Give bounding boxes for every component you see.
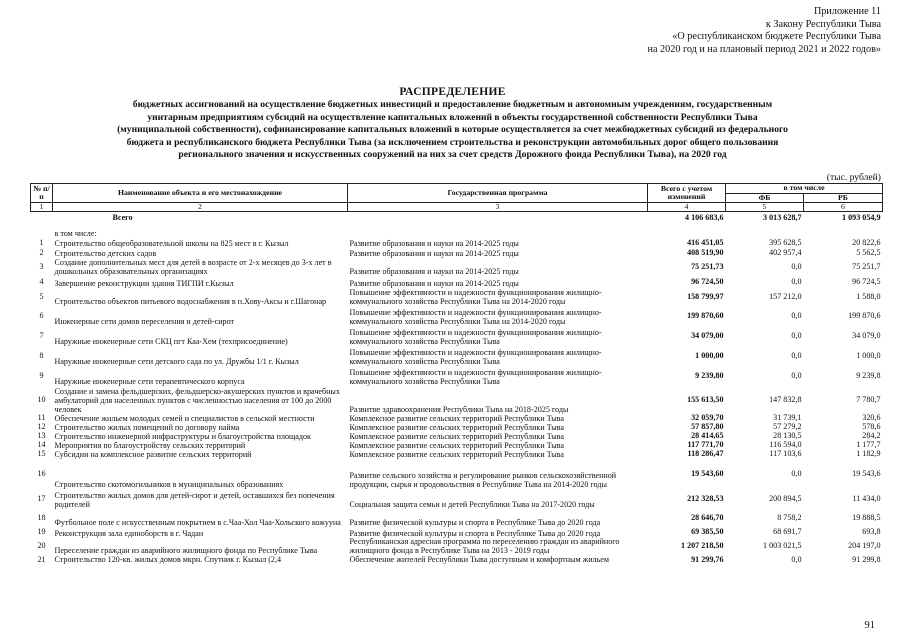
object-name: Строительство 120-кв. жилых домов мкрн. Спутник г. Кызыл (2,4 xyxy=(54,554,282,564)
row-number: 15 xyxy=(37,449,46,459)
table-row xyxy=(31,509,883,527)
table-row xyxy=(31,414,883,423)
including-row xyxy=(31,224,883,238)
column-number: 3 xyxy=(348,203,648,212)
fb-amount: 0,0 xyxy=(791,261,802,271)
total-amount: 117 771,70 xyxy=(687,440,724,450)
row-number: 9 xyxy=(39,370,44,380)
object-name: Создание и замена фельдшерских, фельдшерско-акушерских пунктов и врачебных амбулаторий для населенных пунктов с численностью населения от 100 до 2000 человек xyxy=(54,387,340,414)
row-number: 17 xyxy=(37,493,46,503)
program-name: Комплексное развитие сельских территорий Республики Тыва xyxy=(349,440,564,450)
rb-amount: 7 780,7 xyxy=(856,394,881,404)
total-fb-value: 3 013 628,7 xyxy=(763,212,802,222)
row-number: 3 xyxy=(39,261,44,271)
program-name: Повышение эффективности и надежности функционирования жилищно-коммунального хозяйства Республики Тыва xyxy=(349,348,602,366)
header-rb: РБ xyxy=(804,193,883,203)
table-row xyxy=(31,441,883,450)
header-program: Государственная программа xyxy=(348,184,648,203)
program-name: Комплексное развитие сельских территорий Республики Тыва xyxy=(349,413,564,423)
object-name: Инженерные сети домов переселения и детей-сирот xyxy=(54,316,235,326)
table-row xyxy=(31,306,883,326)
rb-amount: 19 888,5 xyxy=(852,512,881,522)
object-name: Строительство детских садов xyxy=(54,248,157,258)
program-name: Повышение эффективности и надежности функционирования жилищно-коммунального хозяйства Республики Тыва на 2014-2020 годы xyxy=(349,288,602,306)
object-name: Субсидии на комплексное развитие сельских территорий xyxy=(54,449,252,459)
appendix-line-4: на 2020 год и на плановый период 2021 и 2022 годов» xyxy=(647,43,881,55)
object-name: Строительство объектов питьевого водоснабжения в п.Хову-Аксы и г.Шагонар xyxy=(54,296,327,306)
row-number: 11 xyxy=(37,413,46,423)
table-row xyxy=(31,346,883,366)
total-amount: 416 451,05 xyxy=(687,237,724,247)
total-amount: 9 239,80 xyxy=(695,370,724,380)
rb-amount: 5 562,5 xyxy=(856,247,881,257)
rb-amount: 1 000,0 xyxy=(856,350,881,360)
table-row xyxy=(31,288,883,306)
row-number: 2 xyxy=(39,247,44,257)
program-name: Развитие сельского хозяйства и регулирование рынков сельскохозяйственной продукции, сырья и продовольствия в Республике Тыва на 2014-2020 годы xyxy=(349,471,617,489)
rb-amount: 578,6 xyxy=(862,422,881,432)
table-row xyxy=(31,555,883,564)
total-amount: 34 079,00 xyxy=(691,330,724,340)
table-row xyxy=(31,248,883,258)
fb-amount: 8 758,2 xyxy=(777,512,802,522)
object-name: Мероприятия по благоустройству сельских территорий xyxy=(54,440,246,450)
fb-amount: 0,0 xyxy=(791,310,802,320)
total-amount: 118 286,47 xyxy=(687,449,724,459)
object-name: Завершение реконструкции здания ТИГПИ г.Кызыл xyxy=(54,278,234,288)
program-name: Повышение эффективности и надежности функционирования жилищно-коммунального хозяйства Республики Тыва xyxy=(349,328,602,346)
fb-amount: 402 957,4 xyxy=(769,247,802,257)
rb-amount: 204 197,0 xyxy=(848,541,881,551)
object-name: Наружные инженерные сети СКЦ пгт Каа-Хем (техприсоединение) xyxy=(54,336,288,346)
table-row xyxy=(31,326,883,346)
object-name: Строительство жилых помещений по договору найма xyxy=(54,422,240,432)
program-name: Развитие образования и науки на 2014-2025 годы xyxy=(349,238,519,248)
table-row xyxy=(31,258,883,276)
program-name: Повышение эффективности и надежности функционирования жилищно-коммунального хозяйства Республики Тыва xyxy=(349,368,602,386)
row-number: 13 xyxy=(37,431,46,441)
object-name: Строительство общеобразовательной школы на 825 мест в г. Кызыл xyxy=(54,238,289,248)
row-number: 10 xyxy=(37,394,46,404)
row-number: 20 xyxy=(37,541,46,551)
table-row xyxy=(31,238,883,248)
fb-amount: 200 894,5 xyxy=(769,493,802,503)
total-rb-value: 1 093 054,9 xyxy=(842,212,881,222)
object-name: Реконструкция зала единоборств в г. Чадан xyxy=(54,528,204,538)
program-name: Развитие здравоохранения Республики Тыва на 2018-2025 годы xyxy=(349,404,569,414)
column-number: 1 xyxy=(31,203,53,212)
row-number: 8 xyxy=(39,350,44,360)
object-name: Строительство скотомогильников в муниципальных образованиях xyxy=(54,479,284,489)
page-number: 91 xyxy=(864,620,875,631)
header-including: в том числе xyxy=(726,184,883,194)
row-number: 1 xyxy=(39,237,44,247)
rb-amount: 284,2 xyxy=(862,431,881,441)
appendix-line-1: Приложение 11 xyxy=(813,6,881,17)
object-name: Переселение граждан из аварийного жилищного фонда по Республике Тыва xyxy=(54,545,318,555)
table-body xyxy=(31,212,883,565)
fb-amount: 0,0 xyxy=(791,330,802,340)
row-number: 12 xyxy=(37,422,46,432)
including-label: в том числе: xyxy=(54,228,97,238)
table-row xyxy=(31,489,883,509)
table-row xyxy=(31,276,883,288)
fb-amount: 57 279,2 xyxy=(773,422,802,432)
object-name: Строительство инженерной инфраструктуры и благоустройства площадок xyxy=(54,431,311,441)
rb-amount: 91 299,8 xyxy=(852,554,881,564)
total-amount: 91 299,76 xyxy=(691,554,724,564)
document-subtitle: бюджетных ассигнований на осуществление бюджетных инвестиций и предоставление бюджетным и автономным учреждениям, государственным унитарным предприятиям субсидий на осуществление капитальных вложений в объекты государственной собственности Республики Тыва (муниципальной собственности), софинансирование капитальных вложений в которые осуществляется за счет межбюджетных субсидий из федерального бюджета и республиканского бюджета Республики Тыва (за исключением строительства и реконструкции автомобильных дорог общего пользования регионального значения и искусственных сооружений на них за счет средств Дорожного фонда Республики Тыва), на 2020 год xyxy=(117,99,788,161)
object-name: Футбольное поле с искусственным покрытием в с.Чаа-Хол Чаа-Хольского кожууна xyxy=(54,517,341,527)
table-row xyxy=(31,366,883,386)
fb-amount: 1 003 021,5 xyxy=(763,541,802,551)
row-number: 6 xyxy=(39,310,44,320)
rb-amount: 693,8 xyxy=(862,527,881,537)
total-amount: 1 207 218,50 xyxy=(681,541,724,551)
rb-amount: 199 870,6 xyxy=(848,310,881,320)
appendix-header xyxy=(648,6,881,56)
header-total: Всего с учетом изменений xyxy=(648,184,726,203)
total-amount: 28 646,70 xyxy=(691,512,724,522)
fb-amount: 395 628,5 xyxy=(769,237,802,247)
rb-amount: 9 239,8 xyxy=(856,370,881,380)
table-row xyxy=(31,450,883,459)
column-number: 5 xyxy=(726,203,804,212)
program-name: Развитие образования и науки на 2014-2025 годы xyxy=(349,266,519,276)
total-amount: 32 059,70 xyxy=(691,413,724,423)
units-label: (тыс. рублей) xyxy=(826,172,881,183)
header-num: № п/п xyxy=(31,184,53,203)
appendix-line-2: к Закону Республики Тыва xyxy=(765,18,881,30)
fb-amount: 68 691,7 xyxy=(773,527,802,537)
total-label: Всего xyxy=(112,212,133,222)
program-name: Развитие образования и науки на 2014-2025 годы xyxy=(349,278,519,288)
total-amount: 96 724,50 xyxy=(691,276,724,286)
program-name: Социальная защита семьи и детей Республики Тыва на 2017-2020 годы xyxy=(349,499,595,509)
object-name: Наружные инженерные сети детского сада по ул. Дружбы 1/1 г. Кызыл xyxy=(54,356,299,366)
header-name: Наименование объекта и его местонахождение xyxy=(53,184,348,203)
rb-amount: 1 588,0 xyxy=(856,291,881,301)
total-amount: 28 414,65 xyxy=(691,431,724,441)
row-number: 16 xyxy=(37,468,46,478)
total-amount: 1 000,00 xyxy=(695,350,724,360)
total-amount: 75 251,73 xyxy=(691,261,724,271)
total-amount: 19 543,60 xyxy=(691,468,724,478)
total-amount: 155 613,50 xyxy=(687,394,724,404)
total-amount: 408 519,90 xyxy=(687,247,724,257)
row-number: 14 xyxy=(37,440,46,450)
object-name: Создание дополнительных мест для детей в возрасте от 2-х месяцев до 3-х лет в дошкольных образовательных организациях xyxy=(54,258,332,276)
fb-amount: 0,0 xyxy=(791,276,802,286)
program-name: Обеспечение жителей Республики Тыва доступным и комфортным жильем xyxy=(349,554,610,564)
allocation-table xyxy=(30,183,883,564)
table-row xyxy=(31,459,883,489)
object-name: Строительство жилых домов для детей-сирот и детей, оставшихся без попечения родителей xyxy=(54,491,335,509)
row-number: 4 xyxy=(39,276,44,286)
rb-amount: 320,6 xyxy=(862,413,881,423)
fb-amount: 157 212,0 xyxy=(769,291,802,301)
rb-amount: 34 079,0 xyxy=(852,330,881,340)
table-row xyxy=(31,386,883,414)
row-number: 5 xyxy=(39,291,44,301)
row-number: 21 xyxy=(37,554,46,564)
column-number: 2 xyxy=(53,203,348,212)
rb-amount: 96 724,5 xyxy=(852,276,881,286)
total-amount: 212 328,53 xyxy=(687,493,724,503)
total-amount: 57 857,80 xyxy=(691,422,724,432)
fb-amount: 31 739,1 xyxy=(773,413,802,423)
program-name: Комплексное развитие сельских территорий Республики Тыва xyxy=(349,431,564,441)
program-name: Развитие физической культуры и спорта в Республике Тыва до 2020 года xyxy=(349,517,601,527)
rb-amount: 1 182,9 xyxy=(856,449,881,459)
rb-amount: 11 434,0 xyxy=(852,493,881,503)
column-number: 4 xyxy=(648,203,726,212)
rb-amount: 20 822,6 xyxy=(852,237,881,247)
appendix-line-3: «О республиканском бюджете Республики Тыва xyxy=(672,31,881,43)
rb-amount: 19 543,6 xyxy=(852,468,881,478)
program-name: Комплексное развитие сельских территорий Республики Тыва xyxy=(349,422,564,432)
document-title: РАСПРЕДЕЛЕНИЕ xyxy=(399,86,506,98)
total-amount: 69 385,50 xyxy=(691,527,724,537)
table-row xyxy=(31,538,883,555)
fb-amount: 116 594,0 xyxy=(769,440,802,450)
program-name: Повышение эффективности и надежности функционирования жилищно-коммунального хозяйства Республики Тыва на 2014-2020 годы xyxy=(349,308,602,326)
fb-amount: 117 103,6 xyxy=(769,449,802,459)
fb-amount: 0,0 xyxy=(791,554,802,564)
object-name: Обеспечение жильем молодых семей и специалистов в сельской местности xyxy=(54,413,315,423)
program-name: Республиканская адресная программа по переселению граждан из аварийного жилищного фонда в Республике Тыва на 2013 - 2019 годы xyxy=(349,537,620,555)
row-number: 18 xyxy=(37,512,46,522)
program-name: Комплексное развитие сельских территорий Республики Тыва xyxy=(349,449,564,459)
table-row xyxy=(31,432,883,441)
fb-amount: 0,0 xyxy=(791,350,802,360)
rb-amount: 75 251,7 xyxy=(852,261,881,271)
fb-amount: 0,0 xyxy=(791,370,802,380)
rb-amount: 1 177,7 xyxy=(856,440,881,450)
program-name: Развитие образования и науки на 2014-2025 годы xyxy=(349,248,519,258)
header-fb: ФБ xyxy=(726,193,804,203)
column-number: 6 xyxy=(804,203,883,212)
total-amount: 158 799,97 xyxy=(687,291,724,301)
fb-amount: 147 832,8 xyxy=(769,394,802,404)
total-amount: 199 870,60 xyxy=(687,310,724,320)
row-number: 7 xyxy=(39,330,44,340)
total-row xyxy=(31,212,883,225)
fb-amount: 28 130,5 xyxy=(773,431,802,441)
object-name: Наружные инженерные сети терапевтического корпуса xyxy=(54,376,245,386)
total-value: 4 106 683,6 xyxy=(685,212,724,222)
row-number: 19 xyxy=(37,527,46,537)
program-name: Развитие физической культуры и спорта в Республике Тыва до 2020 года xyxy=(349,528,601,538)
table-row xyxy=(31,423,883,432)
fb-amount: 0,0 xyxy=(791,468,802,478)
